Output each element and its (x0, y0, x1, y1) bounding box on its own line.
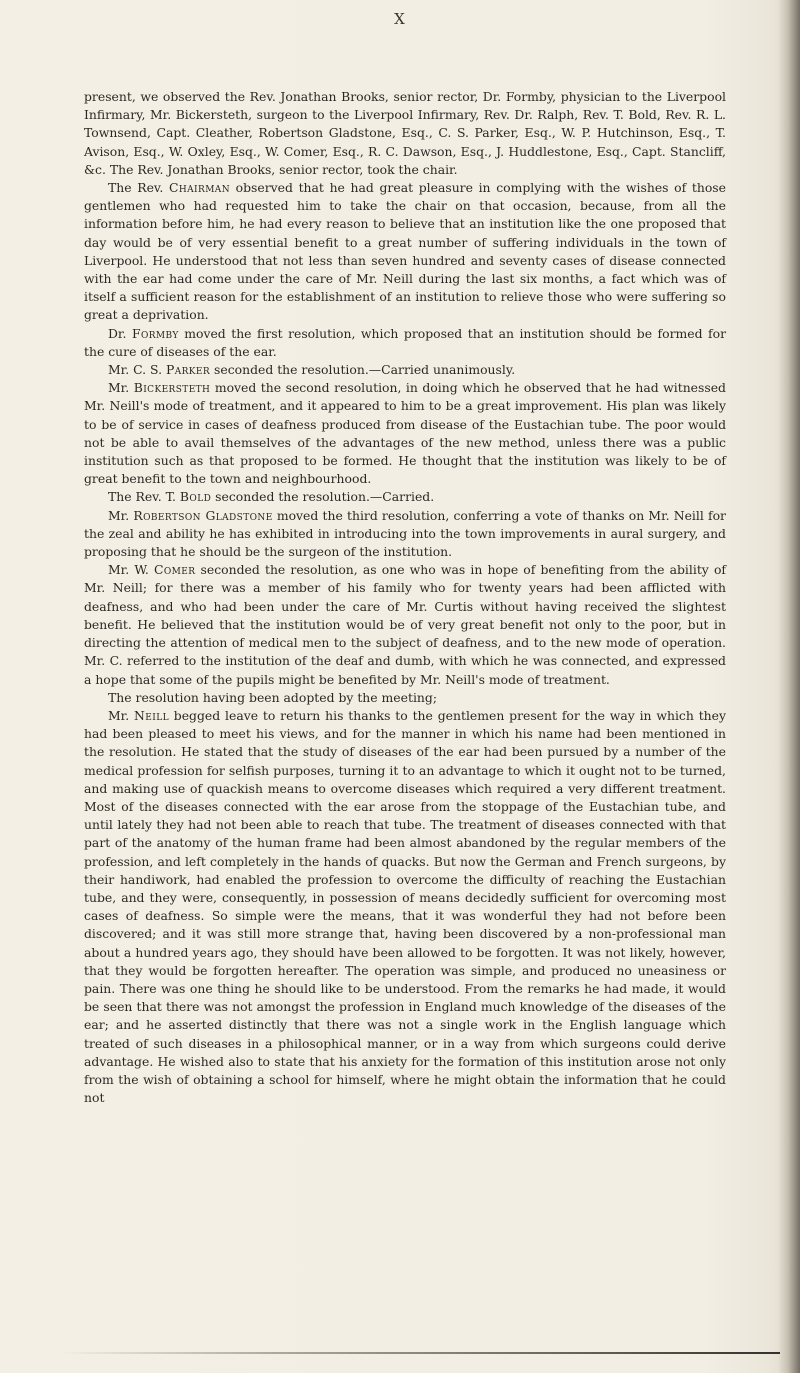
bottom-edge-rule (60, 1352, 780, 1354)
paragraph-chairman: The Rev. Chairman observed that he had great pleasure in complying with the wishes of those gentlemen who had requested him to take the chair on that occasion, because, from all the information before him, he had every reason to believe that an institution like the one proposed that day would be of very essential benefit to a great number of suffering individuals in the town of Liverpool. He understood that not less than seven hundred and seventy cases of disease connected with the ear had come under the care of Mr. Neill during the last six months, a fact which was of itself a sufficient reason for the establishment of an institution to relieve those who were suffering so great a deprivation. (84, 180, 726, 323)
paragraph-parker: Mr. C. S. Parker seconded the resolution.—Carried unanimously. (108, 362, 516, 378)
page-edge-shadow (778, 0, 800, 1373)
paragraph-bickersteth: Mr. Bickersteth moved the second resolution, in doing which he observed that he had witnessed Mr. Neill's mode of treatment, and it appeared to him to be a great improvement. His plan was likely to be of service in cases of deafness produced from disease of the Eustachian tube. The poor would not be able to avail themselves of the advantages of the new method, unless there was a public institution such as that proposed to be formed. He thought that the institution was likely to be of great benefit to the town and neighbourhood. (84, 380, 726, 487)
paragraph-formby: Dr. Formby moved the first resolution, which proposed that an institution should be formed for the cure of diseases of the ear. (84, 325, 727, 359)
paragraph-adopted: The resolution having been adopted by the meeting; (108, 689, 437, 705)
paragraph-neill: Mr. Neill begged leave to return his thanks to the gentlemen present for the way in which they had been pleased to meet his views, and for the manner in which his name had been mentioned in the resolution. He stated that the study of diseases of the ear had been pursued by a number of the medical profession for selfish purposes, turning it to an advantage to which it ought not to be turned, and making use of quackish means to overcome diseases which required a very different treatment. Most of the diseases connected with the ear arose from the stoppage of the Eustachian tube, and until lately they had not been able to reach that tube. The treatment of diseases connected with that part of the anatomy of the human frame had been almost abandoned by the regular members of the profession, and left completely in the hands of quacks. But now the German and French surgeons, by their handiwork, had enabled the profession to overcome the difficulty of reaching the Eustachian tube, and they were, consequently, in possession of means decidedly sufficient for overcoming most cases of deafness. So simple were the means, that it was wonderful they had not before been discovered; and it was still more strange that, having been discovered by a non-professional man about a hundred years ago, they should have been allowed to be forgotten. It was not likely, however, that they would be forgotten hereafter. The operation was simple, and produced no uneasiness or pain. There was one thing he should like to be understood. From the remarks he had made, it would be seen that there was not amongst the profession in England much knowledge of the diseases of the ear; and he asserted distinctly that there was not a single work in the English language which treated of such diseases in a philosophical manner, or in a way from which surgeons could derive advantage. He wished also to state that his anxiety for the formation of this institution arose not only from the wish of obtaining a school for himself, where he might obtain the information that he could not (84, 707, 726, 1106)
body-text (84, 88, 726, 1107)
paragraph-bold: The Rev. T. Bold seconded the resolution.—Carried. (108, 489, 435, 505)
paragraph-comer: Mr. W. Comer seconded the resolution, as one who was in hope of benefiting from the ability of Mr. Neill; for there was a member of his family who for twenty years had been afflicted with deafness, and who had been under the care of Mr. Curtis without having received the slightest benefit. He believed that the institution would be of very great benefit not only to the poor, but in directing the attention of medical men to the subject of deafness, and to the new mode of operation. Mr. C. referred to the institution of the deaf and dumb, with which he was connected, and expressed a hope that some of the pupils might be benefited by Mr. Neill's mode of treatment. (84, 562, 726, 687)
page-marker: X (394, 10, 406, 28)
paragraph-gladstone: Mr. Robertson Gladstone moved the third resolution, conferring a vote of thanks on Mr. Neill for the zeal and ability he has exhibited in introducing into the town improvements in aural surgery, and proposing that he should be the surgeon of the institution. (84, 507, 726, 560)
paragraph-attendees: present, we observed the Rev. Jonathan Brooks, senior rector, Dr. Formby, physician to the Liverpool Infirmary, Mr. Bickersteth, surgeon to the Liverpool Infirmary, Rev. Dr. Ralph, Rev. T. Bold, Rev. R. L. Townsend, Capt. Cleather, Robertson Gladstone, Esq., C. S. Parker, Esq., W. P. Hutchinson, Esq., T. Avison, Esq., W. Oxley, Esq., W. Comer, Esq., R. C. Dawson, Esq., J. Huddlestone, Esq., Capt. Stancliff, &c. The Rev. Jonathan Brooks, senior rector, took the chair. (84, 89, 726, 177)
